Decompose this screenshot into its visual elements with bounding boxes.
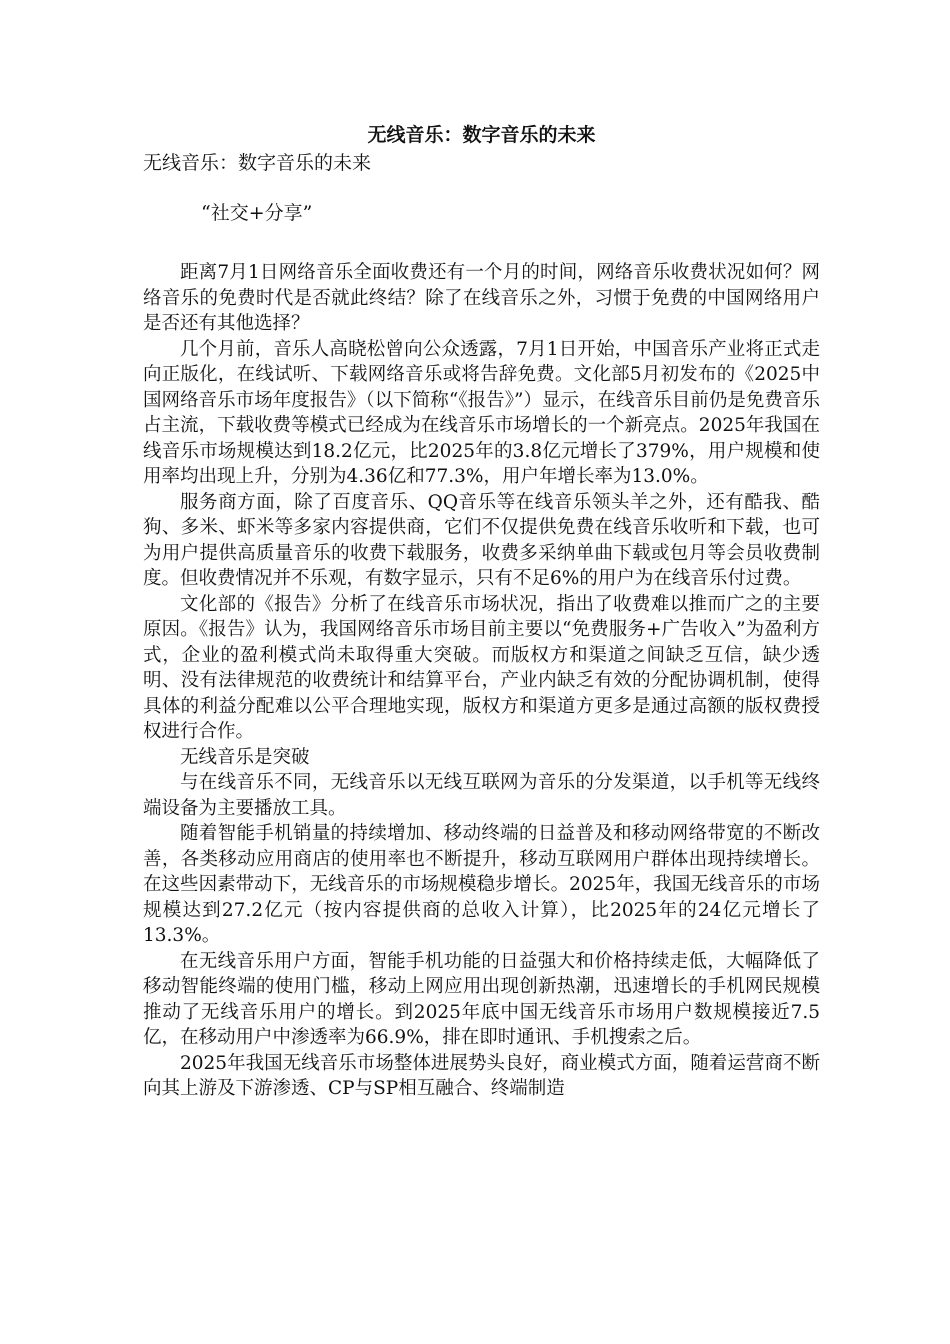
section-heading: 无线音乐是突破 — [180, 746, 310, 768]
paragraph: 距离7月1日网络音乐全面收费还有一个月的时间，网络音乐收费状况如何？网络音乐的免费时代是否就此终结？除了在线音乐之外，习惯于免费的中国网络用户是否还有其他选择？ — [143, 262, 820, 334]
paragraph: 服务商方面，除了百度音乐、QQ音乐等在线音乐领头羊之外，还有酷我、酷狗、多米、虾米等多家内容提供商，它们不仅提供免费在线音乐收听和下载，也可为用户提供高质量音乐的收费下载服务，收费多采纳单曲下载或包月等会员收费制度。但收费情况并不乐观，有数字显示，只有不足6%的用户为在线音乐付过费。 — [143, 491, 820, 589]
paragraph: 在无线音乐用户方面，智能手机功能的日益强大和价格持续走低，大幅降低了移动智能终端的使用门槛，移动上网应用出现创新热潮，迅速增长的手机网民规模推动了无线音乐用户的增长。到2025年底中国无线音乐市场用户数规模接近7.5亿，在移动用户中渗透率为66.9%，排在即时通讯、手机搜索之后。 — [143, 950, 820, 1048]
paragraph: 2025年我国无线音乐市场整体进展势头良好，商业模式方面，随着运营商不断向其上游及下游渗透、CP与SP相互融合、终端制造 — [143, 1052, 820, 1099]
paragraph: 几个月前，音乐人高晓松曾向公众透露，7月1日开始，中国音乐产业将正式走向正版化，在线试听、下载网络音乐或将告辞免费。文化部5月初发布的《2025中国网络音乐市场年度报告》（以下简称“《报告》”）显示，在线音乐目前仍是免费音乐占主流，下载收费等模式已经成为在线音乐市场增长的一个新亮点。2025年我国在线音乐市场规模达到18.2亿元，比2025年的3.8亿元增长了379%，用户规模和使用率均出现上升，分别为4.36亿和77.3%，用户年增长率为13.0%。 — [143, 338, 820, 487]
document-body — [143, 260, 820, 1102]
document-subtitle: 无线音乐：数字音乐的未来 — [143, 152, 372, 174]
paragraph: 随着智能手机销量的持续增加、移动终端的日益普及和移动网络带宽的不断改善，各类移动应用商店的使用率也不断提升，移动互联网用户群体出现持续增长。在这些因素带动下，无线音乐的市场规模稳步增长。2025年，我国无线音乐的市场规模达到27.2亿元（按内容提供商的总收入计算），比2025年的24亿元增长了13.3%。 — [143, 823, 820, 946]
document-title: 无线音乐：数字音乐的未来 — [367, 124, 596, 146]
section-quote: “社交+分享” — [201, 202, 313, 224]
paragraph: 文化部的《报告》分析了在线音乐市场状况，指出了收费难以推而广之的主要原因。《报告》认为，我国网络音乐市场目前主要以“免费服务+广告收入”为盈利方式，企业的盈利模式尚未取得重大突破。而版权方和渠道之间缺乏互信，缺少透明、没有法律规范的收费统计和结算平台，产业内缺乏有效的分配协调机制，使得具体的利益分配难以公平合理地实现，版权方和渠道方更多是通过高额的版权费授权进行合作。 — [143, 593, 820, 742]
paragraph: 与在线音乐不同，无线音乐以无线互联网为音乐的分发渠道，以手机等无线终端设备为主要播放工具。 — [143, 772, 820, 819]
